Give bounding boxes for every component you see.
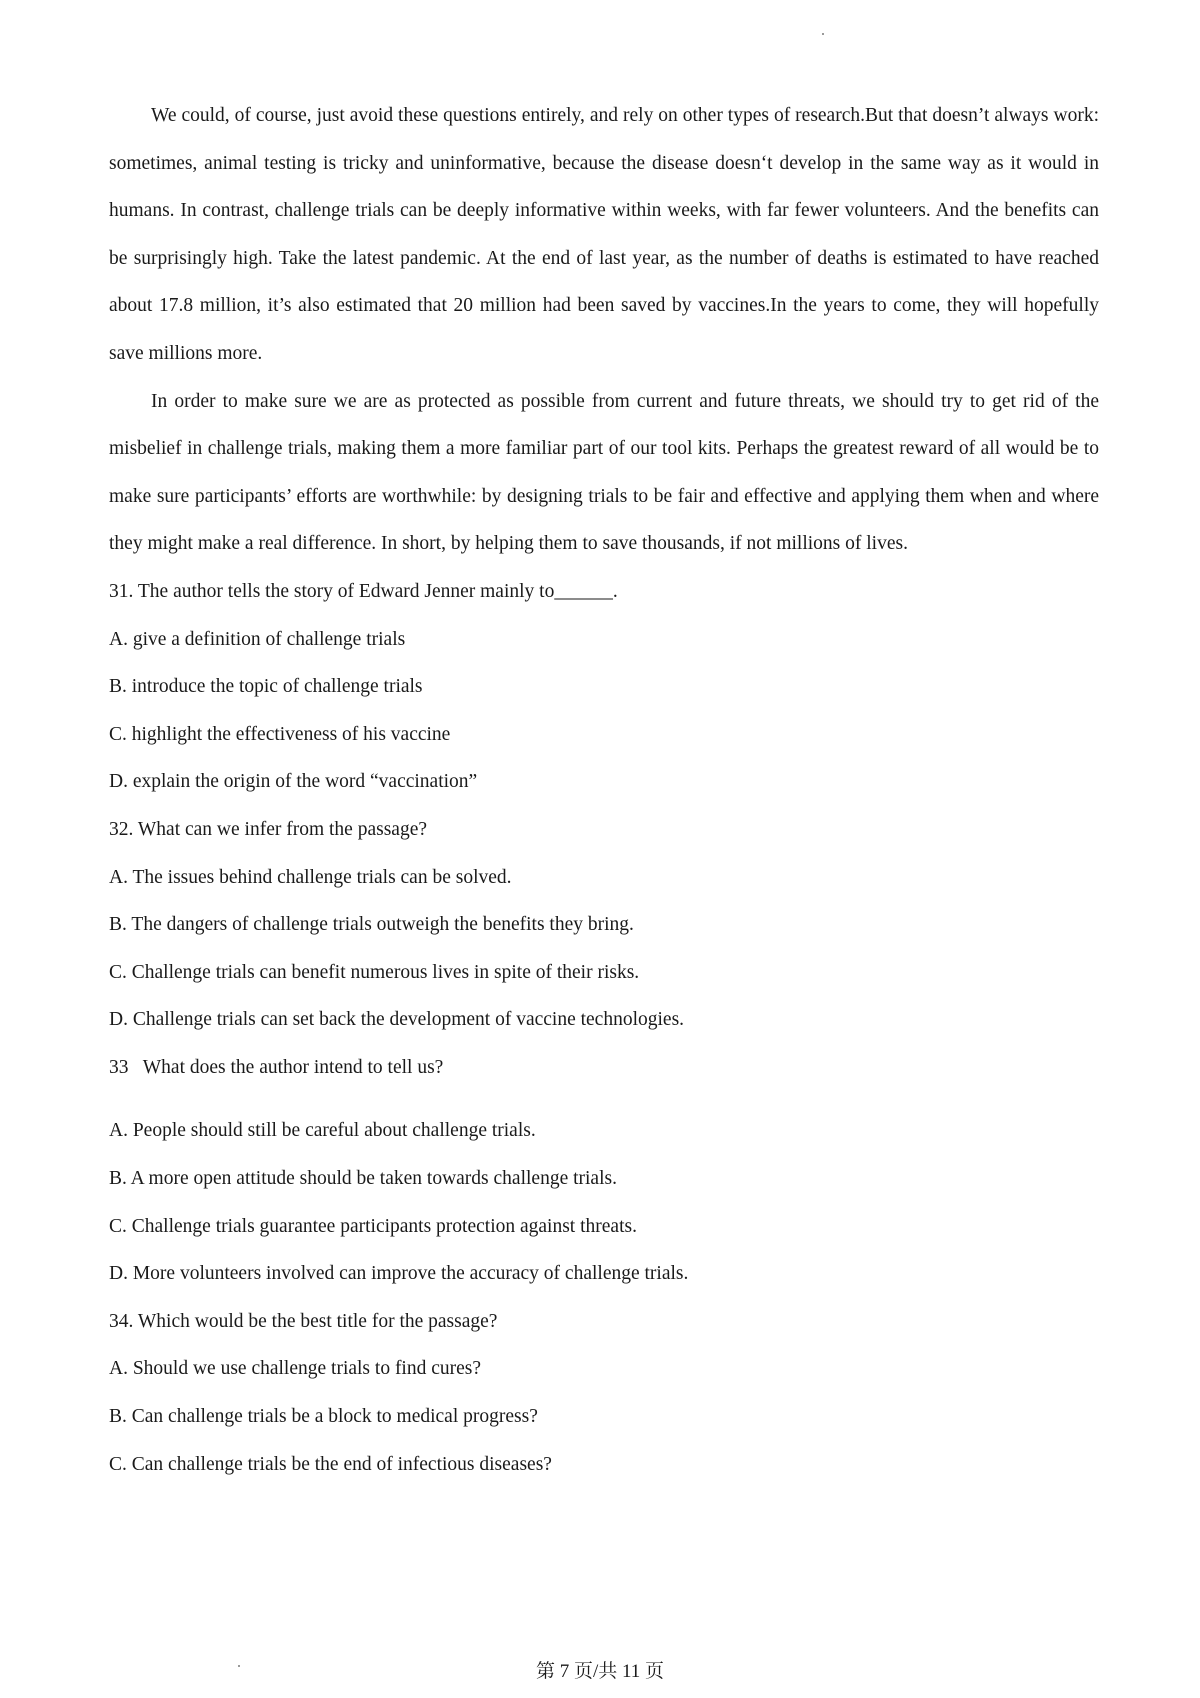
question-34: [109, 1298, 1099, 1488]
answer-option: C. Can challenge trials be the end of infectious diseases?: [109, 1453, 552, 1475]
answer-option: A. Should we use challenge trials to find cures?: [109, 1358, 482, 1380]
question-stem: 33 What does the author intend to tell us?: [109, 1056, 444, 1078]
answer-option: A. give a definition of challenge trials: [109, 628, 406, 650]
question-31: [109, 568, 1099, 806]
answer-option: A. The issues behind challenge trials can be solved.: [109, 866, 512, 888]
question-stem: 34. Which would be the best title for the passage?: [109, 1310, 498, 1332]
answer-option: D. Challenge trials can set back the development of vaccine technologies.: [109, 1009, 685, 1031]
question-stem: 31. The author tells the story of Edward Jenner mainly to______.: [109, 580, 618, 602]
answer-option: D. explain the origin of the word “vaccination”: [109, 771, 478, 793]
answer-option: C. Challenge trials guarantee participants protection against threats.: [109, 1215, 637, 1237]
scan-speck: [822, 33, 824, 35]
answer-option: B. A more open attitude should be taken towards challenge trials.: [109, 1168, 617, 1190]
answer-option: A. People should still be careful about challenge trials.: [109, 1120, 536, 1142]
answer-option: D. More volunteers involved can improve the accuracy of challenge trials.: [109, 1263, 689, 1285]
answer-option: C. Challenge trials can benefit numerous lives in spite of their risks.: [109, 961, 640, 983]
spacer: [109, 1091, 1099, 1107]
answer-option: B. The dangers of challenge trials outweigh the benefits they bring.: [109, 914, 634, 936]
passage-paragraph: We could, of course, just avoid these questions entirely, and rely on other types of research.But that doesn’t always work: sometimes, animal testing is tricky and uninformative, because the disease doesn‘t develop in the same way as it would in humans. In contrast, challenge trials can be deeply informative within weeks, with far fewer volunteers. And the benefits can be surprisingly high. Take the latest pandemic. At the end of last year, as the number of deaths is estimated to have reached about 17.8 million, it’s also estimated that 20 million had been saved by vaccines.In the years to come, they will hopefully save millions more.: [109, 105, 1099, 364]
question-33: [109, 1044, 1099, 1298]
passage-paragraph: In order to make sure we are as protected as possible from current and future threats, we should try to get rid of the misbelief in challenge trials, making them a more familiar part of our tool kits. Perhaps the greatest reward of all would be to make sure participants’ efforts are worthwhile: by designing trials to be fair and effective and applying them when and where they might make a real difference. In short, by helping them to save thousands, if not millions of lives.: [109, 390, 1099, 555]
answer-option: B. introduce the topic of challenge trials: [109, 676, 423, 698]
question-stem: 32. What can we infer from the passage?: [109, 818, 428, 840]
page-number-footer: 第 7 页/共 11 页: [535, 1661, 665, 1682]
answer-option: C. highlight the effectiveness of his vaccine: [109, 723, 451, 745]
exam-page: [109, 92, 1099, 1488]
answer-option: B. Can challenge trials be a block to medical progress?: [109, 1406, 538, 1428]
question-32: [109, 806, 1099, 1044]
